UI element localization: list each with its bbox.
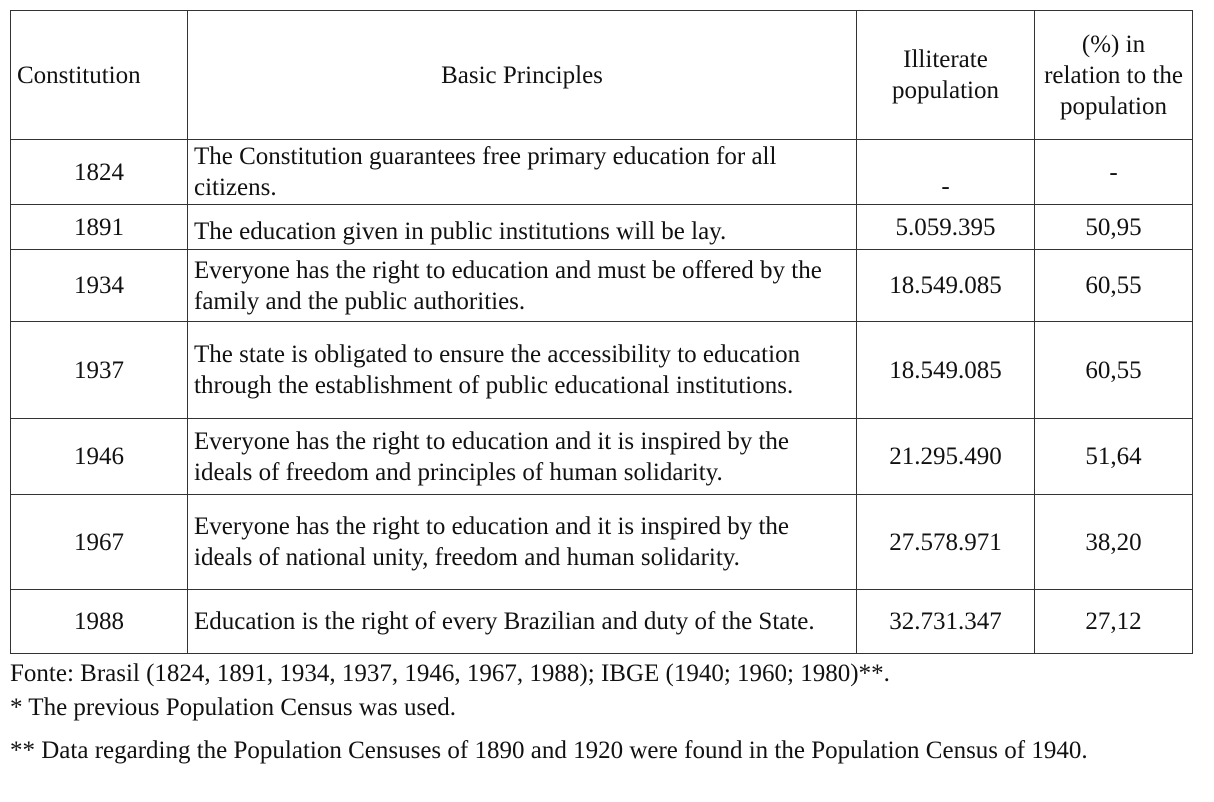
header-illiterate-population: Illiterate population (857, 11, 1035, 140)
cell-illiterate: 18.549.085 (857, 322, 1035, 419)
cell-illiterate: 32.731.347 (857, 590, 1035, 654)
cell-year: 1988 (11, 590, 188, 654)
cell-percent: 60,55 (1035, 250, 1193, 322)
cell-illiterate: 21.295.490 (857, 419, 1035, 495)
cell-year: 1946 (11, 419, 188, 495)
cell-percent: 50,95 (1035, 205, 1193, 250)
table-row (11, 495, 1193, 590)
footnote-double-asterisk: ** Data regarding the Population Censuses of 1890 and 1920 were found in the Population Census of 1940. (10, 737, 1088, 764)
source-note: Fonte: Brasil (1824, 1891, 1934, 1937, 1946, 1967, 1988); IBGE (1940; 1960; 1980)**. (10, 660, 890, 687)
cell-illiterate: 27.578.971 (857, 495, 1035, 590)
cell-principle: The state is obligated to ensure the accessibility to education through the establishment of public educational institutions. (188, 322, 857, 419)
cell-principle: The Constitution guarantees free primary education for all citizens. (188, 140, 857, 205)
cell-principle: Everyone has the right to education and must be offered by the family and the public authorities. (188, 250, 857, 322)
cell-illiterate: 5.059.395 (857, 205, 1035, 250)
cell-year: 1937 (11, 322, 188, 419)
table-notes (10, 657, 1204, 768)
cell-year: 1891 (11, 205, 188, 250)
cell-year: 1967 (11, 495, 188, 590)
constitution-table (10, 10, 1193, 654)
header-constitution: Constitution (11, 11, 188, 140)
cell-year: 1824 (11, 140, 188, 205)
cell-percent: 27,12 (1035, 590, 1193, 654)
table-header-row (11, 11, 1193, 140)
table-row (11, 419, 1193, 495)
cell-principle: The education given in public institutions will be lay. (188, 205, 857, 250)
cell-principle: Everyone has the right to education and it is inspired by the ideals of freedom and principles of human solidarity. (188, 419, 857, 495)
cell-percent: - (1035, 140, 1193, 205)
header-percent-population: (%) in relation to the population (1035, 11, 1193, 140)
cell-principle: Education is the right of every Brazilian and duty of the State. (188, 590, 857, 654)
footnote-single-asterisk: * The previous Population Census was used. (10, 694, 457, 721)
table-row (11, 322, 1193, 419)
table-row (11, 140, 1193, 205)
cell-percent: 51,64 (1035, 419, 1193, 495)
cell-year: 1934 (11, 250, 188, 322)
table-row (11, 590, 1193, 654)
cell-percent: 60,55 (1035, 322, 1193, 419)
cell-illiterate: 18.549.085 (857, 250, 1035, 322)
cell-percent: 38,20 (1035, 495, 1193, 590)
header-basic-principles: Basic Principles (188, 11, 857, 140)
cell-principle: Everyone has the right to education and it is inspired by the ideals of national unity, freedom and human solidarity. (188, 495, 857, 590)
table-wrapper (10, 10, 1192, 654)
table-row (11, 250, 1193, 322)
table-row (11, 205, 1193, 250)
cell-illiterate: - (857, 140, 1035, 205)
